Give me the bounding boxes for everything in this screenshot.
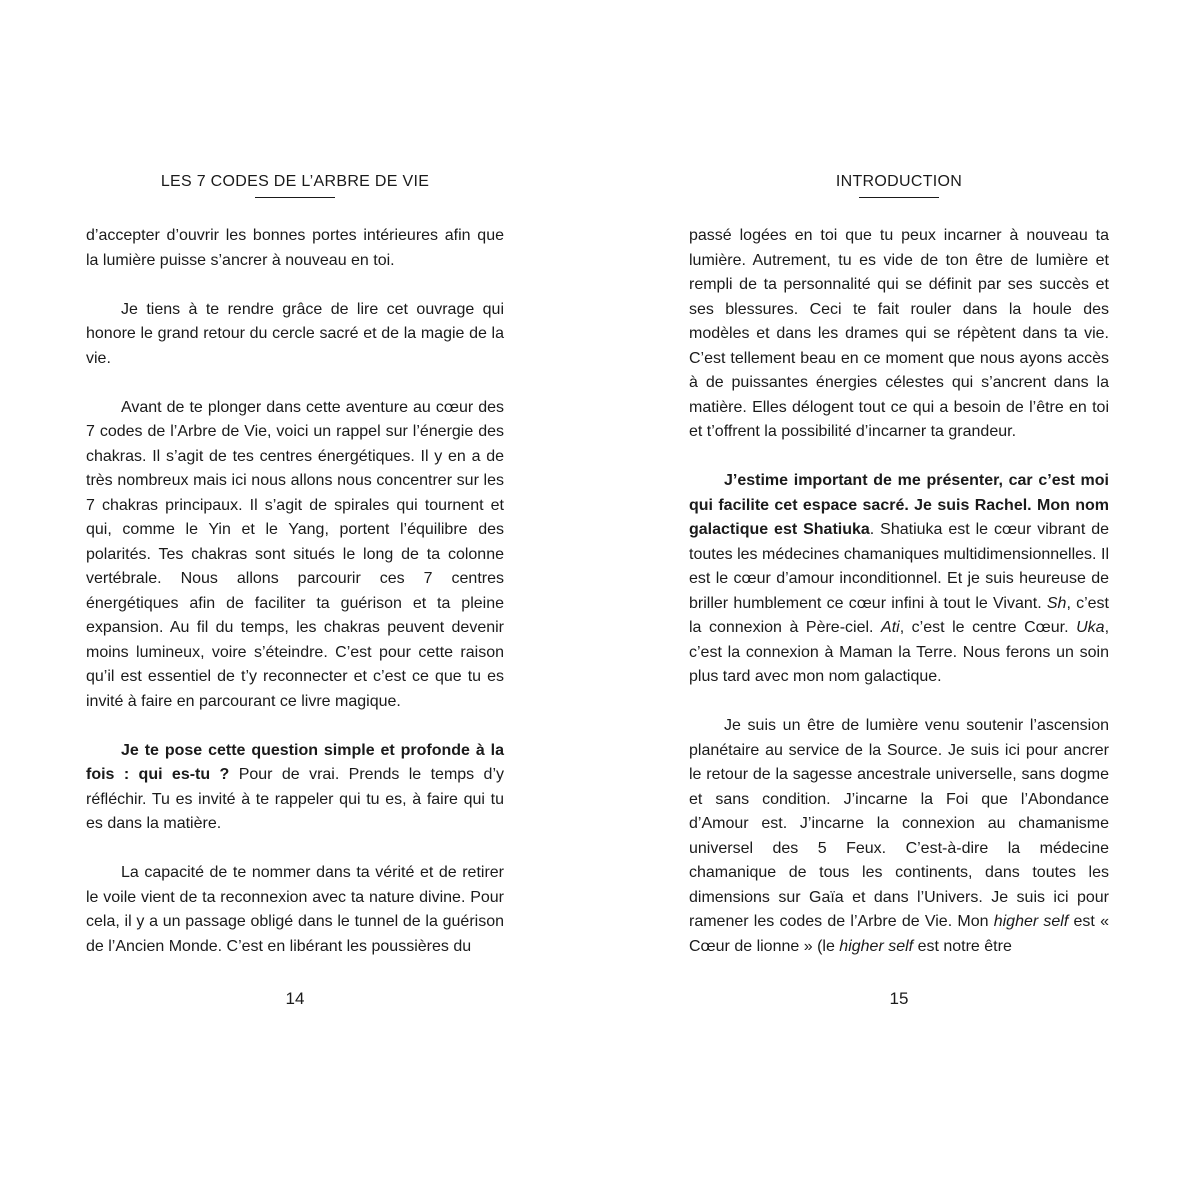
text-run: , c’est le centre Cœur. [899,619,1077,636]
paragraph [689,714,1109,959]
left-page [86,0,504,1198]
paragraph [689,469,1109,690]
running-head: LES 7 CODES DE L’ARBRE DE VIE [160,173,430,190]
text-run: , c’est la connexion à Maman la Terre. Nous ferons un soin plus tard avec mon nom galactique. [689,619,1110,685]
body-text [689,224,1109,959]
body-text [86,224,504,959]
text-run: Je suis un être de lumière venu soutenir l’ascension planétaire au service de la Source. Je suis ici pour ancrer le retour de la sagesse ancestrale universelle, sans dogme et sans condition. J’incarne la Foi que l’Abondance d’Amour est. J’incarne la connexion au chamanisme universel des 5 Feux. C’est-à-dire la médecine chamanique de tous les continents, dans toutes les dimensions sur Gaïa et dans l’Univers. Je suis ici pour ramener les codes de l’Arbre de Vie. Mon [689,717,1109,930]
text-run: est « Cœur de lionne » (le [689,913,1109,955]
page-number: 14 [285,989,305,1008]
text-run: est notre être [913,937,1012,955]
paragraph: La capacité de te nommer dans ta vérité et de retirer le voile vient de ta reconnexion avec ta nature divine. Pour cela, il y a un passage obligé dans le tunnel de la guérison de l’Ancien Monde. C’est en libérant les poussières du [86,864,504,955]
running-head: INTRODUCTION [835,173,963,190]
bold-text: J’estime important de me présenter, car c’est moi qui facilite cet espace sacré. Je suis Rachel. Mon nom galactique est Shatiuka [689,472,1109,538]
header-rule [859,197,939,198]
italic-text: higher self [839,937,914,955]
bold-text: Je te pose cette question simple et profonde à la fois : qui es-tu ? [86,741,504,783]
paragraph: Je tiens à te rendre grâce de lire cet ouvrage qui honore le grand retour du cercle sacré et de la magie de la vie. [86,300,504,367]
paragraph: d’accepter d’ouvrir les bonnes portes intérieures afin que la lumière puisse s’ancrer à nouveau en toi. [86,227,504,269]
header-rule [255,197,335,198]
italic-text: Ati [881,619,900,636]
text-run: Pour de vrai. Prends le temps d’y réfléchir. Tu es invité à te rappeler qui tu es, à faire qui tu es dans la matière. [86,766,505,832]
italic-text: higher self [993,913,1069,930]
paragraph [86,739,504,837]
italic-text: Sh [1046,594,1067,612]
paragraph: passé logées en toi que tu peux incarner à nouveau ta lumière. Autrement, tu es vide de ton être de lumière et rempli de ta personnalité qui se définit par ses succès et ses blessures. Ceci te fait rouler dans la houle des modèles et dans les drames qui se répètent dans ta vie. C’est tellement beau en ce moment que nous ayons accès à de puissantes énergies célestes qui s’ancrent dans la matière. Elles délogent tout ce qui a besoin de l’être en toi et t’offrent la possibilité d’incarner ta grandeur. [689,227,1109,440]
page-number: 15 [889,989,909,1008]
italic-text: Uka [1076,619,1105,636]
right-page [689,0,1109,1198]
paragraph: Avant de te plonger dans cette aventure au cœur des 7 codes de l’Arbre de Vie, voici un rappel sur l’énergie des chakras. Il s’agit de tes centres énergétiques. Il y en a de très nombreux mais ici nous allons nous concentrer sur les 7 chakras principaux. Il s’agit de spirales qui tournent et qui, comme le Yin et le Yang, portent l’équilibre des polarités. Tes chakras sont situés le long de ta colonne vertébrale. Nous allons parcourir ces 7 centres énergétiques afin de faciliter ta guérison et ta pleine expansion. Au fil du temps, les chakras peuvent devenir moins lumineux, voire s’éteindre. C’est pour cette raison qu’il est essentiel de t’y reconnecter et c’est ce que tu es invité à faire en parcourant ce livre magique. [86,398,504,710]
text-run: , c’est la connexion à Père-ciel. [689,594,1109,636]
text-run: . Shatiuka est le cœur vibrant de toutes les médecines chamaniques multidimensionnelles. Il est le cœur d’amour inconditionnel. Et je suis heureuse de briller humblement ce cœur infini à tout le Vivant. [689,521,1109,612]
